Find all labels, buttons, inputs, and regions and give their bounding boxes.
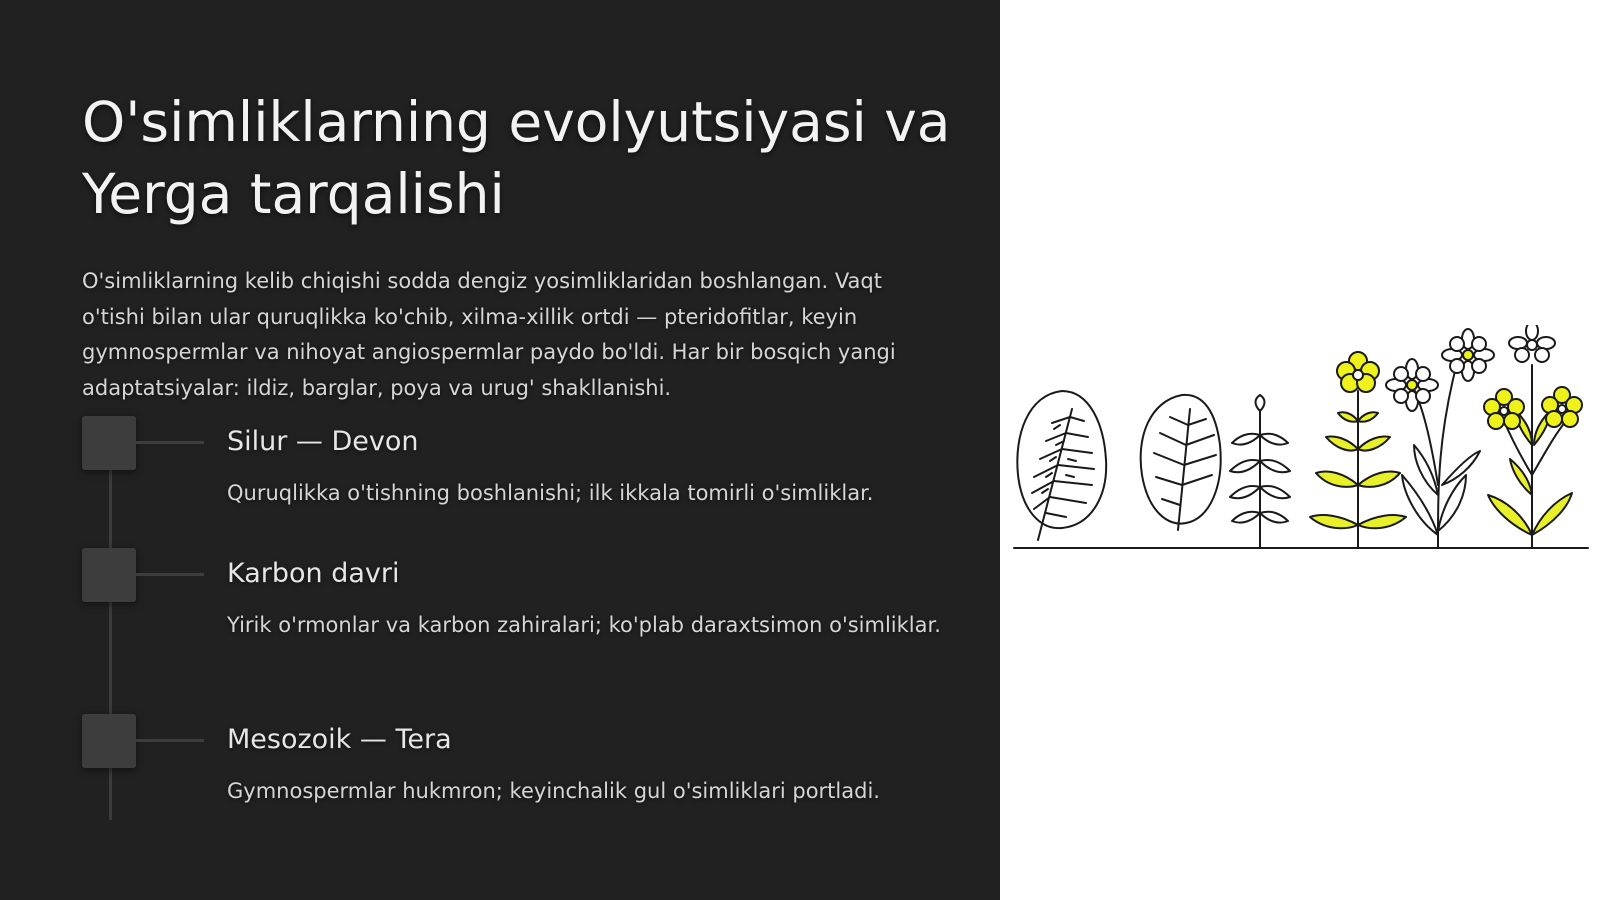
timeline-marker xyxy=(82,548,136,602)
timeline-marker xyxy=(82,714,136,768)
white-flowering-plant-icon xyxy=(1386,329,1494,547)
timeline-connector xyxy=(136,441,204,444)
fern-frond-icon xyxy=(1230,395,1290,547)
plant-evolution-illustration xyxy=(1010,325,1590,555)
timeline-heading: Silur — Devon xyxy=(227,426,419,457)
broad-leaf-icon xyxy=(1141,395,1221,530)
timeline-description: Gymnospermlar hukmron; keyinchalik gul o'simliklari portladi. xyxy=(227,779,880,803)
timeline-heading: Karbon davri xyxy=(227,558,400,589)
timeline-marker xyxy=(82,416,136,470)
timeline-description: Quruqlikka o'tishning boshlanishi; ilk ikkala tomirli o'simliklar. xyxy=(227,481,874,505)
timeline-connector xyxy=(136,573,204,576)
timeline-connector xyxy=(136,739,204,742)
timeline-description: Yirik o'rmonlar va karbon zahiralari; ko'plab daraxtsimon o'simliklar. xyxy=(227,613,941,637)
mixed-flowering-plant-icon xyxy=(1484,325,1582,547)
intro-paragraph: O'simliklarning kelib chiqishi sodda dengiz yosimliklaridan boshlangan. Vaqt o'tishi bilan ular quruqlikka ko'chib, xilma-xillik ortdi — pteridofitlar, keyin gymnospermlar va nihoyat angiospermlar paydo bo'ldi. Har bir bosqich yangi adaptatsiyalar: ildiz, barglar, poya va urug' shakllanishi. xyxy=(82,269,896,400)
timeline-heading: Mesozoik — Tera xyxy=(227,724,452,755)
slide-title: O'simliklarning evolyutsiyasi va Yerga tarqalishi xyxy=(82,90,951,226)
fern-leaf-icon xyxy=(1017,391,1106,540)
